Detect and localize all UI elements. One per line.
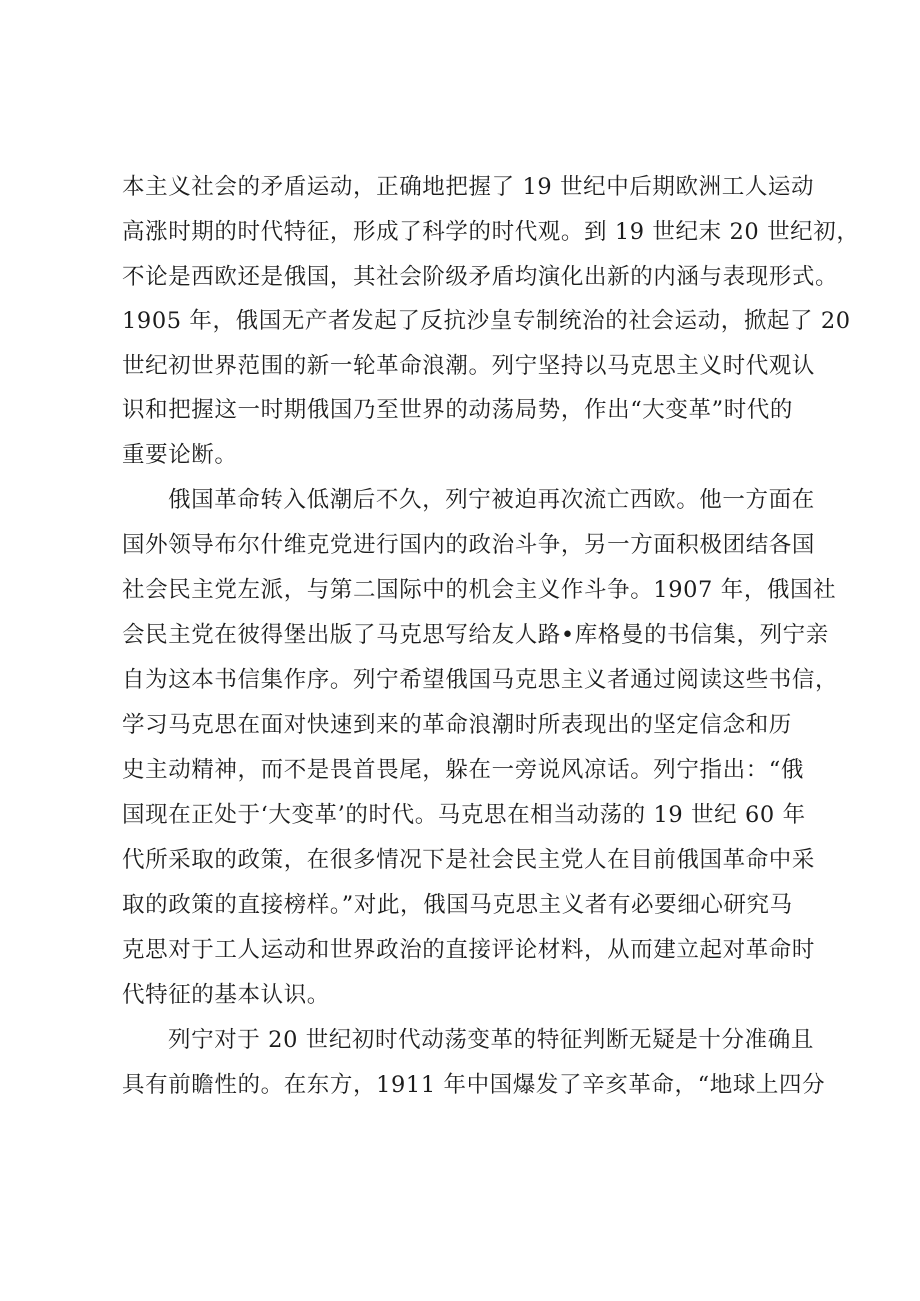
text-line: 俄国革命转入低潮后不久，列宁被迫再次流亡西欧。他一方面在 [168, 487, 815, 513]
text-line: 社会民主党左派，与第二国际中的机会主义作斗争。1907 年，俄国社 [122, 577, 837, 603]
text-line: 高涨时期的时代特征，形成了科学的时代观。到 19 世纪末 20 世纪初， [122, 219, 860, 245]
text-line: 史主动精神，而不是畏首畏尾，躲在一旁说风凉话。列宁指出：“俄 [122, 757, 805, 783]
text-line: 重要论断。 [122, 442, 238, 468]
text-line: 学习马克思在面对快速到来的革命浪潮时所表现出的坚定信念和历 [122, 712, 792, 738]
text-line: 自为这本书信集作序。列宁希望俄国马克思主义者通过阅读这些书信， [122, 667, 839, 693]
text-line: 代所采取的政策，在很多情况下是社会民主党人在目前俄国革命中采 [122, 847, 816, 873]
text-line: 国现在正处于‘大变革’的时代。马克思在相当动荡的 19 世纪 60 年 [122, 802, 806, 828]
text-line: 1905 年，俄国无产者发起了反抗沙皇专制统治的社会运动，掀起了 20 [122, 308, 851, 334]
text-line: 会民主党在彼得堡出版了马克思写给友人路•库格曼的书信集，列宁亲 [122, 622, 829, 648]
text-line: 取的政策的直接榜样。”对此，俄国马克思主义者有必要细心研究马 [122, 892, 793, 918]
text-line: 不论是西欧还是俄国，其社会阶级矛盾均演化出新的内涵与表现形式。 [122, 264, 839, 290]
text-line: 世纪初世界范围的新一轮革命浪潮。列宁坚持以马克思主义时代观认 [122, 353, 816, 379]
text-line: 本主义社会的矛盾运动，正确地把握了 19 世纪中后期欧洲工人运动 [122, 174, 815, 200]
text-line: 具有前瞻性的。在东方，1911 年中国爆发了辛亥革命，“地球上四分 [122, 1072, 826, 1098]
text-line: 代特征的基本认识。 [122, 982, 330, 1008]
text-line: 国外领导布尔什维克党进行国内的政治斗争，另一方面积极团结各国 [122, 532, 816, 558]
text-line: 克思对于工人运动和世界政治的直接评论材料，从而建立起对革命时 [122, 937, 816, 963]
text-line: 列宁对于 20 世纪初时代动荡变革的特征判断无疑是十分准确且 [168, 1027, 814, 1053]
text-line: 识和把握这一时期俄国乃至世界的动荡局势，作出“大变革”时代的 [122, 397, 794, 423]
